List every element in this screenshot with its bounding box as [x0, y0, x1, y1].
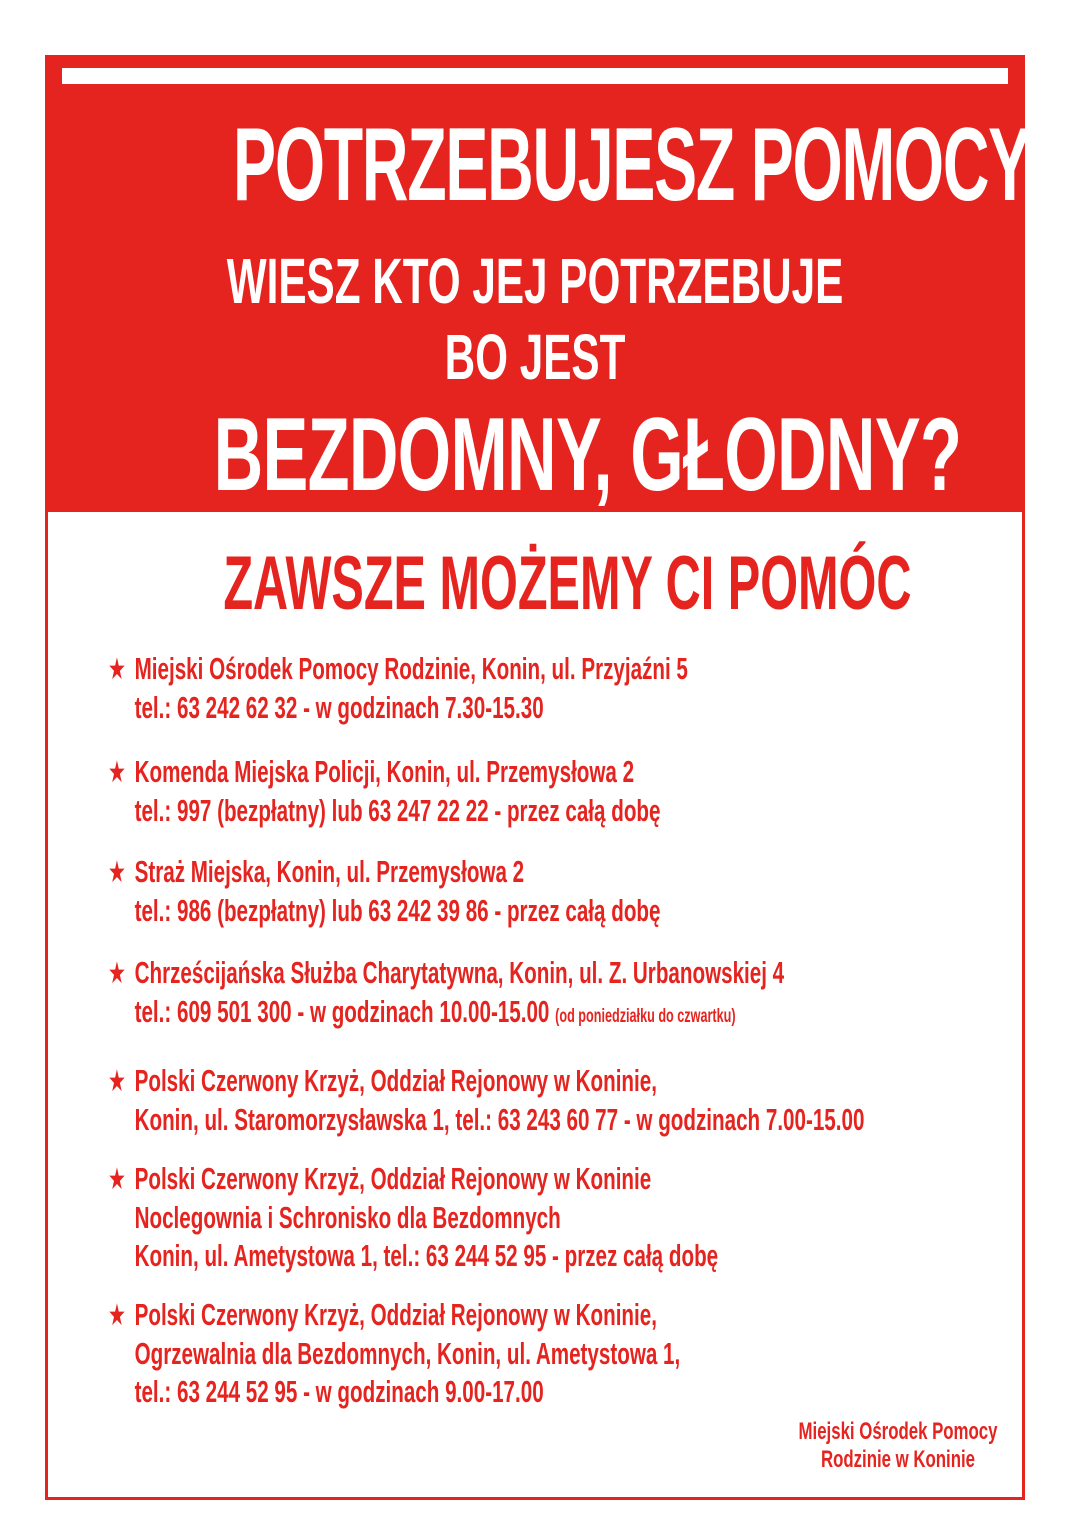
header-banner [48, 58, 1030, 513]
contact-item-city-guard [108, 853, 1039, 930]
contact-item-red-cross-warming [108, 1296, 1039, 1411]
contact-phone: Konin, ul. Ametystowa 1, tel.: 63 244 52 95 - przez całą dobę [134, 1238, 719, 1273]
star-icon: ★ [108, 1163, 126, 1196]
contact-phone: tel.: 63 242 62 32 - w godzinach 7.30-15.30 [134, 690, 544, 725]
contact-item-red-cross-shelter [108, 1160, 1039, 1275]
signature-line-1: Miejski Ośrodek Pomocy [798, 1418, 998, 1445]
contact-line: Polski Czerwony Krzyż, Oddział Rejonowy w Koninie, [134, 1063, 657, 1098]
contact-phone: tel.: 63 244 52 95 - w godzinach 9.00-17.00 [134, 1374, 544, 1409]
contact-item-police [108, 753, 1039, 830]
contact-line: Noclegownia i Schronisko dla Bezdomnych [134, 1200, 561, 1235]
contact-line: Chrześcijańska Służba Charytatywna, Konin, ul. Z. Urbanowskiej 4 [134, 955, 785, 990]
contact-phone: tel.: 609 501 300 - w godzinach 10.00-15.00 [134, 994, 550, 1029]
signature [793, 1418, 1003, 1474]
contact-line: Polski Czerwony Krzyż, Oddział Rejonowy w Koninie, [134, 1297, 657, 1332]
star-icon: ★ [108, 957, 126, 990]
star-icon: ★ [108, 856, 126, 889]
signature-line-2: Rodzinie w Koninie [821, 1446, 975, 1473]
contact-line: Komenda Miejska Policji, Konin, ul. Przemysłowa 2 [134, 754, 635, 789]
contact-item-red-cross [108, 1062, 1039, 1139]
contact-line: Miejski Ośrodek Pomocy Rodzinie, Konin, ul. Przyjaźni 5 [134, 651, 688, 686]
headline-title: POTRZEBUJESZ POMOCY [233, 107, 1030, 223]
headline-line-4: BEZDOMNY, GŁODNY? [213, 397, 962, 513]
star-icon: ★ [108, 756, 126, 789]
contact-phone: tel.: 986 (bezpłatny) lub 63 242 39 86 - przez całą dobę [134, 893, 661, 928]
star-icon: ★ [108, 653, 126, 686]
contact-line: Ogrzewalnia dla Bezdomnych, Konin, ul. Ametystowa 1, [134, 1336, 681, 1371]
star-icon: ★ [108, 1299, 126, 1332]
contact-item-charity [108, 954, 1039, 1036]
contact-item-mops [108, 650, 1039, 727]
poster [45, 55, 1030, 1500]
tagline: ZAWSZE MOŻEMY CI POMÓC [223, 541, 912, 626]
headline-line-2: WIESZ KTO JEJ POTRZEBUJE [226, 245, 844, 317]
star-icon: ★ [108, 1065, 126, 1098]
contact-line: Straż Miejska, Konin, ul. Przemysłowa 2 [134, 854, 525, 889]
contact-phone: Konin, ul. Staromorzysławska 1, tel.: 63 243 60 77 - w godzinach 7.00-15.00 [134, 1102, 865, 1137]
contact-phone: tel.: 997 (bezpłatny) lub 63 247 22 22 - przez całą dobę [134, 793, 661, 828]
contact-note: (od poniedziałku do czwartku) [555, 1006, 736, 1027]
banner-white-strip [62, 68, 1008, 84]
headline-line-3: BO JEST [444, 321, 626, 393]
contact-line: Polski Czerwony Krzyż, Oddział Rejonowy w Koninie [134, 1161, 652, 1196]
